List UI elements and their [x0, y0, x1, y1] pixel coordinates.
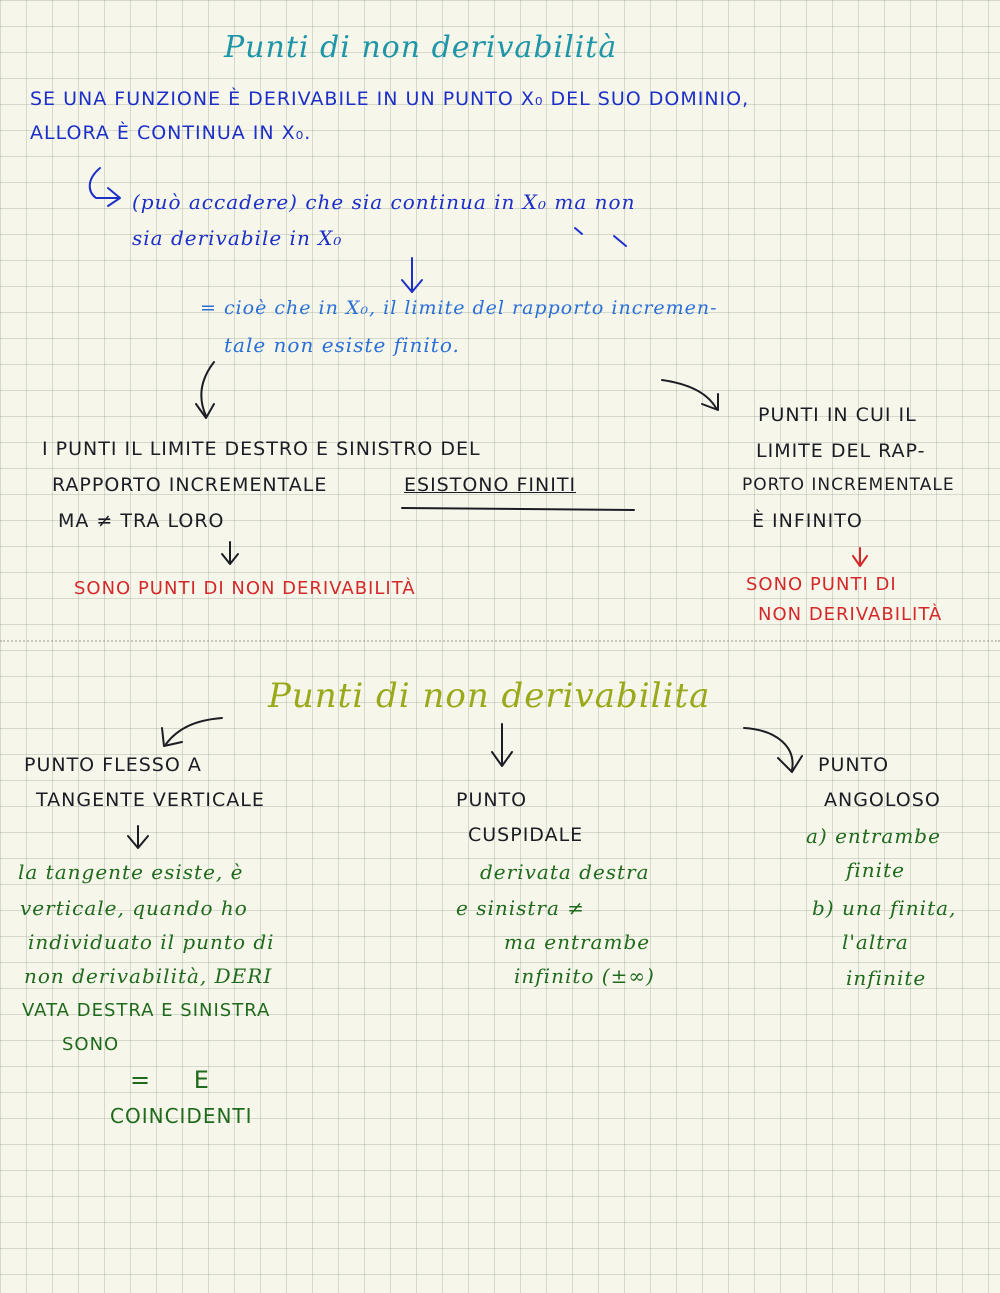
cusp-text-1: derivata destra: [480, 860, 650, 884]
bottom-center-arrow-icon: [492, 724, 512, 766]
case-left-line-3: MA ≠ TRA LORO: [58, 510, 225, 532]
flex-text-5: VATA DESTRA E SINISTRA: [22, 1000, 271, 1021]
flex-text-3: individuato il punto di: [28, 930, 275, 954]
small-red-down-arrow-icon: [853, 548, 867, 566]
small-down-arrow-icon: [222, 542, 238, 564]
case-right-result-1: SONO PUNTI DI: [746, 574, 897, 595]
theorem-line-1: SE UNA FUNZIONE È DERIVABILE IN UN PUNTO X₀ DEL SUO DOMINIO,: [30, 88, 750, 110]
angular-heading-1: PUNTO: [818, 754, 890, 776]
meaning-line-2: tale non esiste finito.: [224, 333, 460, 357]
converse-line-2: sia derivabile in X₀: [132, 226, 343, 250]
cusp-heading-1: PUNTO: [456, 789, 528, 811]
flex-text-2: verticale, quando ho: [20, 896, 248, 920]
theorem-line-2: ALLORA È CONTINUA IN X₀.: [30, 122, 312, 144]
tick-mark-icon: [614, 236, 626, 246]
case-left-line-2: RAPPORTO INCREMENTALE: [52, 474, 328, 496]
cusp-text-2: e sinistra ≠: [456, 896, 586, 920]
flex-text-4: non derivabilità, DERI: [24, 964, 273, 988]
top-title: Punti di non derivabilità: [224, 30, 618, 65]
bottom-right-arrow-icon: [744, 728, 793, 770]
angular-text-5: infinite: [846, 966, 927, 990]
case-right-line-4: È INFINITO: [752, 510, 863, 532]
case-left-line-1: I PUNTI IL LIMITE DESTRO E SINISTRO DEL: [42, 438, 481, 460]
case-right-line-2: LIMITE DEL RAP-: [756, 440, 926, 462]
tick-mark-icon: [575, 228, 582, 234]
flex-down-arrow-icon: [128, 826, 148, 848]
flex-text-7: = E: [130, 1066, 227, 1094]
flex-heading-1: PUNTO FLESSO A: [24, 754, 202, 776]
case-left-result: SONO PUNTI DI NON DERIVABILITÀ: [74, 578, 416, 599]
angular-text-2: finite: [846, 858, 905, 882]
bottom-right-arrow-head-icon: [778, 756, 802, 772]
cusp-text-4: infinito (±∞): [514, 964, 655, 988]
flex-text-8: COINCIDENTI: [110, 1104, 253, 1128]
angular-heading-2: ANGOLOSO: [824, 789, 941, 811]
flex-text-6: SONO: [62, 1034, 120, 1055]
converse-line-1: (può accadere) che sia continua in X₀ ma non: [132, 190, 636, 214]
case-right-result-2: NON DERIVABILITÀ: [758, 604, 943, 625]
angular-text-4: l'altra: [842, 930, 909, 954]
flex-heading-2: TANGENTE VERTICALE: [36, 789, 265, 811]
flex-text-1: la tangente esiste, è: [18, 860, 244, 884]
curve-arrow-right-icon: [662, 380, 716, 408]
cusp-text-3: ma entrambe: [504, 930, 651, 954]
case-right-line-1: PUNTI IN CUI IL: [758, 404, 917, 426]
case-left-underlined: ESISTONO FINITI: [404, 474, 577, 496]
case-right-line-3: PORTO INCREMENTALE: [742, 475, 955, 495]
underline-icon: [402, 508, 634, 510]
cusp-heading-2: CUSPIDALE: [468, 824, 584, 846]
bottom-left-arrow-icon: [166, 718, 222, 744]
angular-text-1: a) entrambe: [806, 824, 941, 848]
angular-text-3: b) una finita,: [812, 896, 957, 920]
meaning-line-1: = cioè che in X₀, il limite del rapporto incremen-: [200, 297, 718, 319]
bottom-title: Punti di non derivabilita: [268, 676, 711, 716]
